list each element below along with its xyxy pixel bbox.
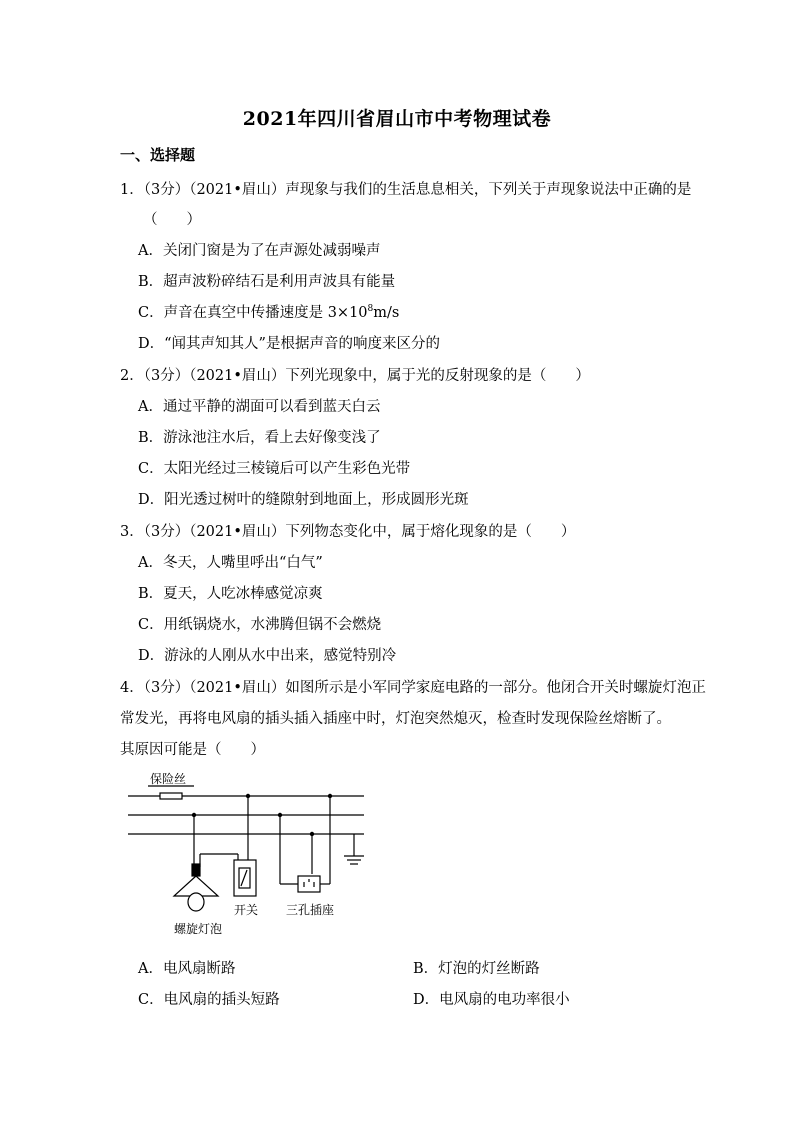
option-c-unit: m/s: [373, 305, 400, 321]
fuse-label: 保险丝: [150, 772, 187, 786]
question-1-answer-blank: （ ）: [143, 212, 201, 228]
page-title: 2021年四川省眉山市中考物理试卷: [242, 108, 552, 130]
question-1-stem-line-1: 1．（3分）（2021•眉山）声现象与我们的生活息息相关，下列关于声现象说法中正确的是: [120, 182, 692, 198]
question-3-option-d: D．游泳的人刚从水中出来，感觉特别冷: [138, 648, 397, 664]
question-1-option-d: D．“闻其声知其人”是根据声音的响度来区分的: [138, 336, 440, 352]
question-2-stem: 2．（3分）（2021•眉山）下列光现象中，属于光的反射现象的是（ ）: [120, 368, 590, 384]
question-3-option-b: B．夏天，人吃冰棒感觉凉爽: [138, 586, 323, 602]
question-2-option-d: D．阳光透过树叶的缝隙射到地面上，形成圆形光斑: [138, 492, 469, 508]
bulb-label: 螺旋灯泡: [174, 922, 223, 936]
question-1-option-a: A．关闭门窗是为了在声源处减弱噪声: [138, 243, 381, 259]
option-c-exponent: 8: [367, 304, 374, 315]
question-4-stem-line-1: 4．（3分）（2021•眉山）如图所示是小军同学家庭电路的一部分。他闭合开关时螺旋灯泡正: [120, 680, 706, 696]
question-2-option-a: A．通过平静的湖面可以看到蓝天白云: [138, 399, 381, 415]
question-4-stem-line-2: 常发光，再将电风扇的插头插入插座中时，灯泡突然熄灭，检查时发现保险丝熔断了。: [120, 711, 671, 727]
socket-label: 三孔插座: [286, 903, 335, 917]
question-1-option-b: B．超声波粉碎结石是利用声波具有能量: [138, 274, 396, 290]
question-2-option-b: B．游泳池注水后，看上去好像变浅了: [138, 430, 381, 446]
question-3-stem: 3．（3分）（2021•眉山）下列物态变化中，属于熔化现象的是（ ）: [120, 524, 576, 540]
question-4-option-d: D．电风扇的电功率很小: [413, 992, 570, 1008]
question-4-option-b: B．灯泡的灯丝断路: [413, 961, 540, 977]
switch-label: 开关: [234, 903, 259, 917]
question-3-option-c: C．用纸锅烧水，水沸腾但锅不会燃烧: [138, 617, 382, 633]
socket-body: [298, 876, 320, 892]
question-4-option-a: A．电风扇断路: [138, 961, 236, 977]
circuit-diagram: [128, 772, 378, 942]
option-c-text: C．声音在真空中传播速度是 3×10: [138, 305, 368, 321]
fuse-symbol: [160, 793, 182, 799]
bulb-glass: [188, 893, 204, 911]
question-3-option-a: A．冬天，人嘴里呼出“白气”: [138, 555, 323, 571]
section-heading: 一、选择题: [120, 146, 196, 164]
question-4-option-c: C．电风扇的插头短路: [138, 992, 280, 1008]
question-1-option-c: [138, 301, 399, 322]
bulb-cap: [192, 864, 200, 876]
question-2-option-c: C．太阳光经过三棱镜后可以产生彩色光带: [138, 461, 411, 477]
question-4-stem-line-3: 其原因可能是（ ）: [120, 742, 265, 758]
